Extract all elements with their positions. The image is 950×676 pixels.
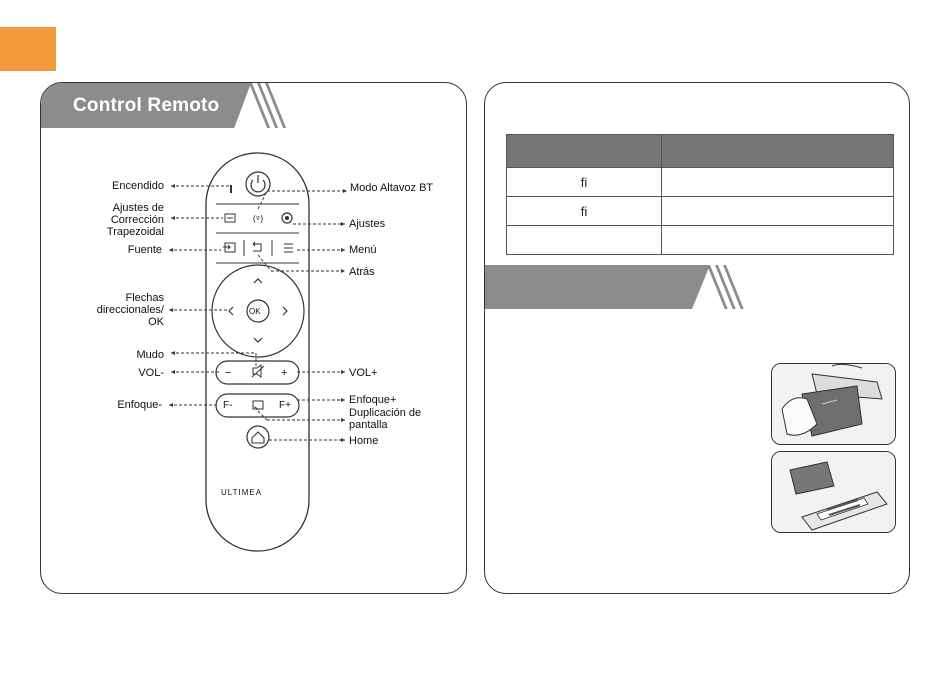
table-row [507,197,894,226]
label-menu: Menú [349,244,377,256]
focus-minus-button[interactable]: F- [223,400,233,411]
brand-logo: ULTIMEA [221,488,263,497]
table-header-cell [507,135,662,168]
panel-title: Control Remoto [73,95,220,116]
table-cell [662,226,894,255]
vol-plus-button[interactable]: + [281,367,288,379]
table-cell [662,168,894,197]
table-header-cell [662,135,894,168]
label-bt-speaker: Modo Altavoz BT [350,182,434,194]
info-panel [484,82,910,594]
label-screen-mirror: Duplicación de pantalla [349,407,422,431]
label-keystone: Ajustes de Corrección Trapezoidal [106,202,164,238]
table-cell [662,197,894,226]
label-arrows: Flechas direccionales/ OK [96,292,164,328]
section-banner [485,265,710,309]
svg-text:(ᵍ): (ᵍ) [252,215,264,225]
label-focus-plus: Enfoque+ [349,394,397,406]
label-mute: Mudo [136,349,164,361]
orange-page-tab [0,27,56,71]
ok-button[interactable]: OK [249,307,261,316]
label-settings: Ajustes [349,218,386,230]
label-home: Home [349,435,379,447]
label-power: Encendido [112,180,164,192]
label-back: Atrás [349,266,375,278]
table-row [507,168,894,197]
vol-minus-button[interactable]: − [225,367,232,379]
table-row [507,226,894,255]
label-vol-plus: VOL+ [349,367,378,379]
table-cell [507,226,662,255]
open-battery-compartment-image [772,452,895,532]
table-cell: ﬁ [507,197,662,226]
table-header-row [507,135,894,168]
battery-compartment-photo [771,451,896,533]
table-cell: ﬁ [507,168,662,197]
focus-plus-button[interactable]: F+ [279,400,291,411]
battery-cover-photo [771,363,896,445]
label-source: Fuente [127,244,162,256]
hand-opening-remote-image [772,364,895,444]
remote-illustration [41,83,466,593]
label-vol-minus: VOL- [138,367,164,379]
remote-control-panel [40,82,467,594]
info-table [506,134,894,255]
label-focus-minus: Enfoque- [117,399,162,411]
